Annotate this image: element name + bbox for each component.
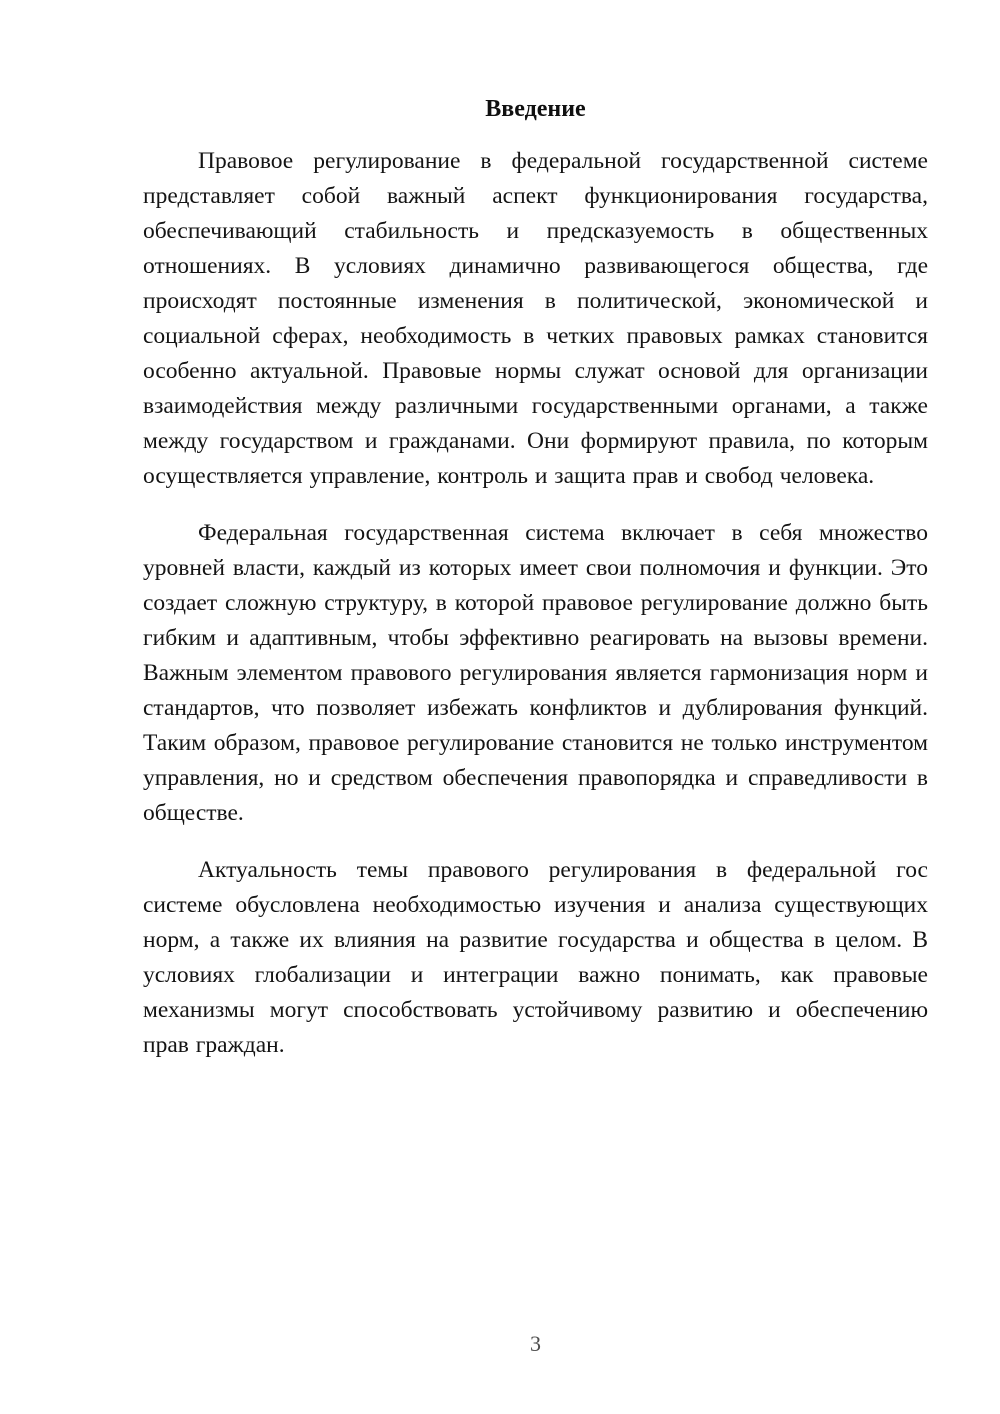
page-number: 3 (530, 1331, 541, 1356)
page-title: Введение (485, 96, 586, 122)
paragraph-3: Актуальность темы правового регулирования в федеральной гос системе обусловлена необходимостью изучения и анализа существующих норм, а также их влияния на развитие государства и общества в целом. В условиях глобализации и интеграции важно понимать, как правовые механизмы могут способствовать устойчивому развитию и обеспечению прав граждан. (143, 857, 928, 1058)
paragraph-2: Федеральная государственная система включает в себя множество уровней власти, каждый из которых имеет свои полномочия и функции. Это создает сложную структуру, в которой правовое регулирование должно быть гибким и адаптивным, чтобы эффективно реагировать на вызовы времени. Важным элементом правового регулирования является гармонизация норм и стандартов, что позволяет избежать конфликтов и дублирования функций. Таким образом, правовое регулирование становится не только инструментом управления, но и средством обеспечения правопорядка и справедливости в обществе. (143, 520, 928, 826)
paragraph-1: Правовое регулирование в федеральной государственной системе представляет собой важный аспект функционирования государства, обеспечивающий стабильность и предсказуемость в общественных отношениях. В условиях динамично развивающегося общества, где происходят постоянные изменения в политической, экономической и социальной сферах, необходимость в четких правовых рамках становится особенно актуальной. Правовые нормы служат основой для организации взаимодействия между различными государственными органами, а также между государством и гражданами. Они формируют правила, по которым осуществляется управление, контроль и защита прав и свобод человека. (143, 148, 928, 489)
